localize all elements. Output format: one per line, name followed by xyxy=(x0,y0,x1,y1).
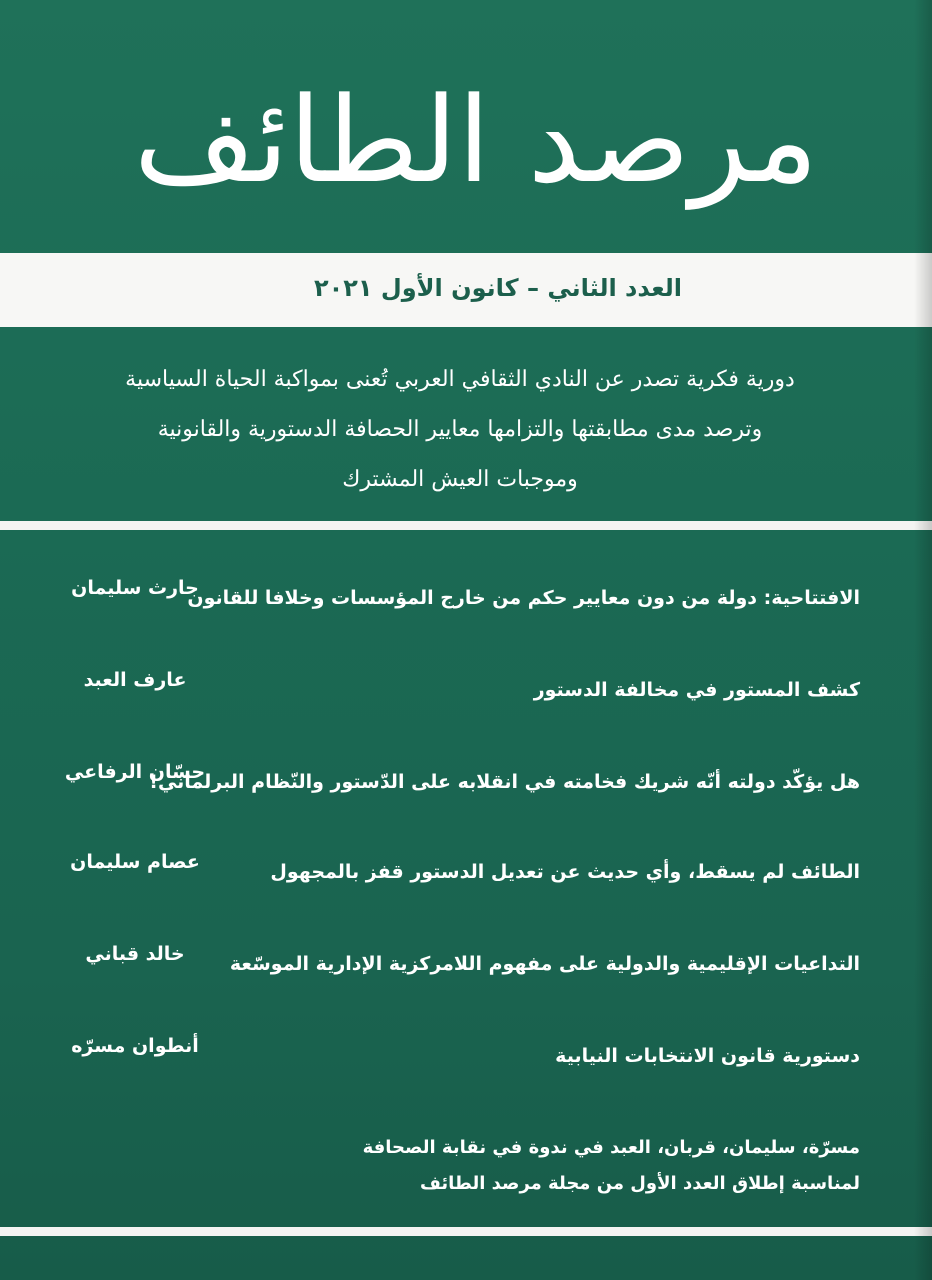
toc-article-title: هل يؤكّد دولته أنّه شريك فخامته في انقلابه على الدّستور والنّظام البرلماني! xyxy=(149,771,860,793)
description-line: دورية فكرية تصدر عن النادي الثقافي العربي تُعنى بمواكبة الحياة السياسية xyxy=(125,367,795,392)
toc-article-author: أنطوان مسرّه xyxy=(71,1035,199,1057)
footer-note xyxy=(240,1130,860,1202)
description-line: وترصد مدى مطابقتها والتزامها معايير الحصافة الدستورية والقانونية xyxy=(157,417,763,442)
toc-article-author: حارث سليمان xyxy=(71,577,199,599)
toc-article-title: التداعيات الإقليمية والدولية على مفهوم اللامركزية الإدارية الموسّعة xyxy=(229,953,860,975)
description-line: وموجبات العيش المشترك xyxy=(342,467,578,492)
magazine-title: مرصد الطائف xyxy=(133,71,819,209)
toc-article-author: عارف العبد xyxy=(83,669,187,691)
toc-article-author: خالد قباني xyxy=(85,943,185,965)
magazine-description xyxy=(90,355,830,505)
toc-article-title: كشف المستور في مخالفة الدستور xyxy=(533,679,860,701)
toc-entry xyxy=(0,852,932,892)
toc-article-author: حسّان الرفاعي xyxy=(64,761,206,783)
toc-entry xyxy=(0,670,932,710)
divider-bottom xyxy=(0,1227,932,1236)
toc-entry xyxy=(0,944,932,984)
footer-line: لمناسبة إطلاق العدد الأول من مجلة مرصد الطائف xyxy=(419,1173,860,1194)
masthead xyxy=(0,40,932,250)
toc-entry xyxy=(0,1036,932,1076)
toc-entry xyxy=(0,762,932,802)
toc-article-title: دستورية قانون الانتخابات النيابية xyxy=(555,1045,860,1067)
toc-entry xyxy=(0,578,932,618)
toc-article-title: الافتتاحية: دولة من دون معايير حكم من خارج المؤسسات وخلافا للقانون xyxy=(187,587,860,609)
divider-top xyxy=(0,521,932,530)
toc-article-author: عصام سليمان xyxy=(70,851,200,873)
issue-band xyxy=(0,253,932,327)
issue-label: العدد الثاني – كانون الأول ٢٠٢١ xyxy=(313,274,682,302)
toc-article-title: الطائف لم يسقط، وأي حديث عن تعديل الدستور قفز بالمجهول xyxy=(270,861,860,883)
footer-line: مسرّة، سليمان، قربان، العبد في ندوة في نقابة الصحافة xyxy=(362,1137,860,1158)
